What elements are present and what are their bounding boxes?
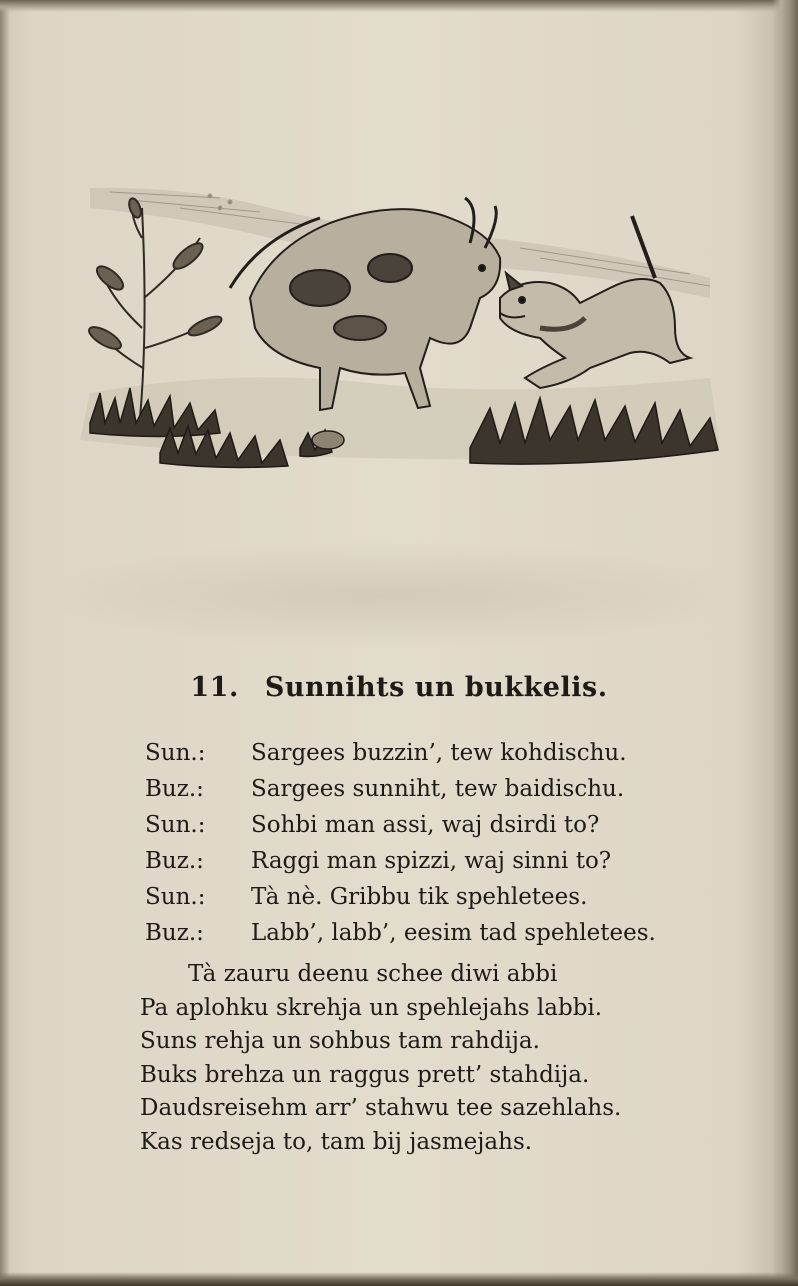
verse-line: Tà zauru deenu schee diwi abbi [188,961,558,987]
verse-line: Suns rehja un sohbus tam rahdija. [140,1028,540,1054]
speaker-label: Buz.: [145,848,204,874]
speaker-label: Sun.: [145,812,206,838]
speaker-label: Sun.: [145,884,206,910]
speaker-label: Sun.: [145,740,206,766]
dialogue-text: Tà nè. Gribbu tik spehletees. [251,884,588,910]
page-left-shadow [0,0,10,1286]
show-through-ghost-text [40,540,740,650]
verse-line: Pa aplohku skrehja un spehlejahs labbi. [140,994,603,1021]
verse-line: Daudsreisehm arr’ stahwu tee sazehlahs. [140,1095,622,1121]
page-bottom-edge [0,1272,798,1286]
dialogue-text: Sargees sunniht, tew baidischu. [251,776,625,802]
dialogue-line [145,843,705,879]
dialogue-text: Raggi man spizzi, waj sinni to? [251,848,612,874]
dialogue-line [145,807,705,843]
goat-and-dog-illustration [70,178,735,478]
speaker-label: Buz.: [145,920,204,946]
page-top-edge [0,0,798,12]
poem-title [0,672,798,703]
page-gutter-edge [772,0,798,1286]
poem-number: 11. [190,672,239,703]
dialogue-block [145,735,705,951]
dialogue-line [145,915,705,951]
rock [312,431,344,449]
dialogue-line [145,879,705,915]
speaker-label: Buz.: [145,776,204,802]
dialogue-line [145,735,705,771]
dialogue-text: Sargees buzzin’, tew kohdischu. [251,740,627,766]
verse-line: Buks brehza un raggus prett’ stahdija. [140,1061,590,1088]
poem-title-text: Sunnihts un bukkelis. [264,672,608,703]
verse-stanza [140,958,740,1159]
dog [500,216,690,388]
dialogue-text: Labb’, labb’, eesim tad spehletees. [251,920,656,946]
dialogue-line [145,771,705,807]
verse-line: Kas redseja to, tam bij jasmejahs. [140,1128,533,1155]
dialogue-text: Sohbi man assi, waj dsirdi to? [251,812,600,838]
